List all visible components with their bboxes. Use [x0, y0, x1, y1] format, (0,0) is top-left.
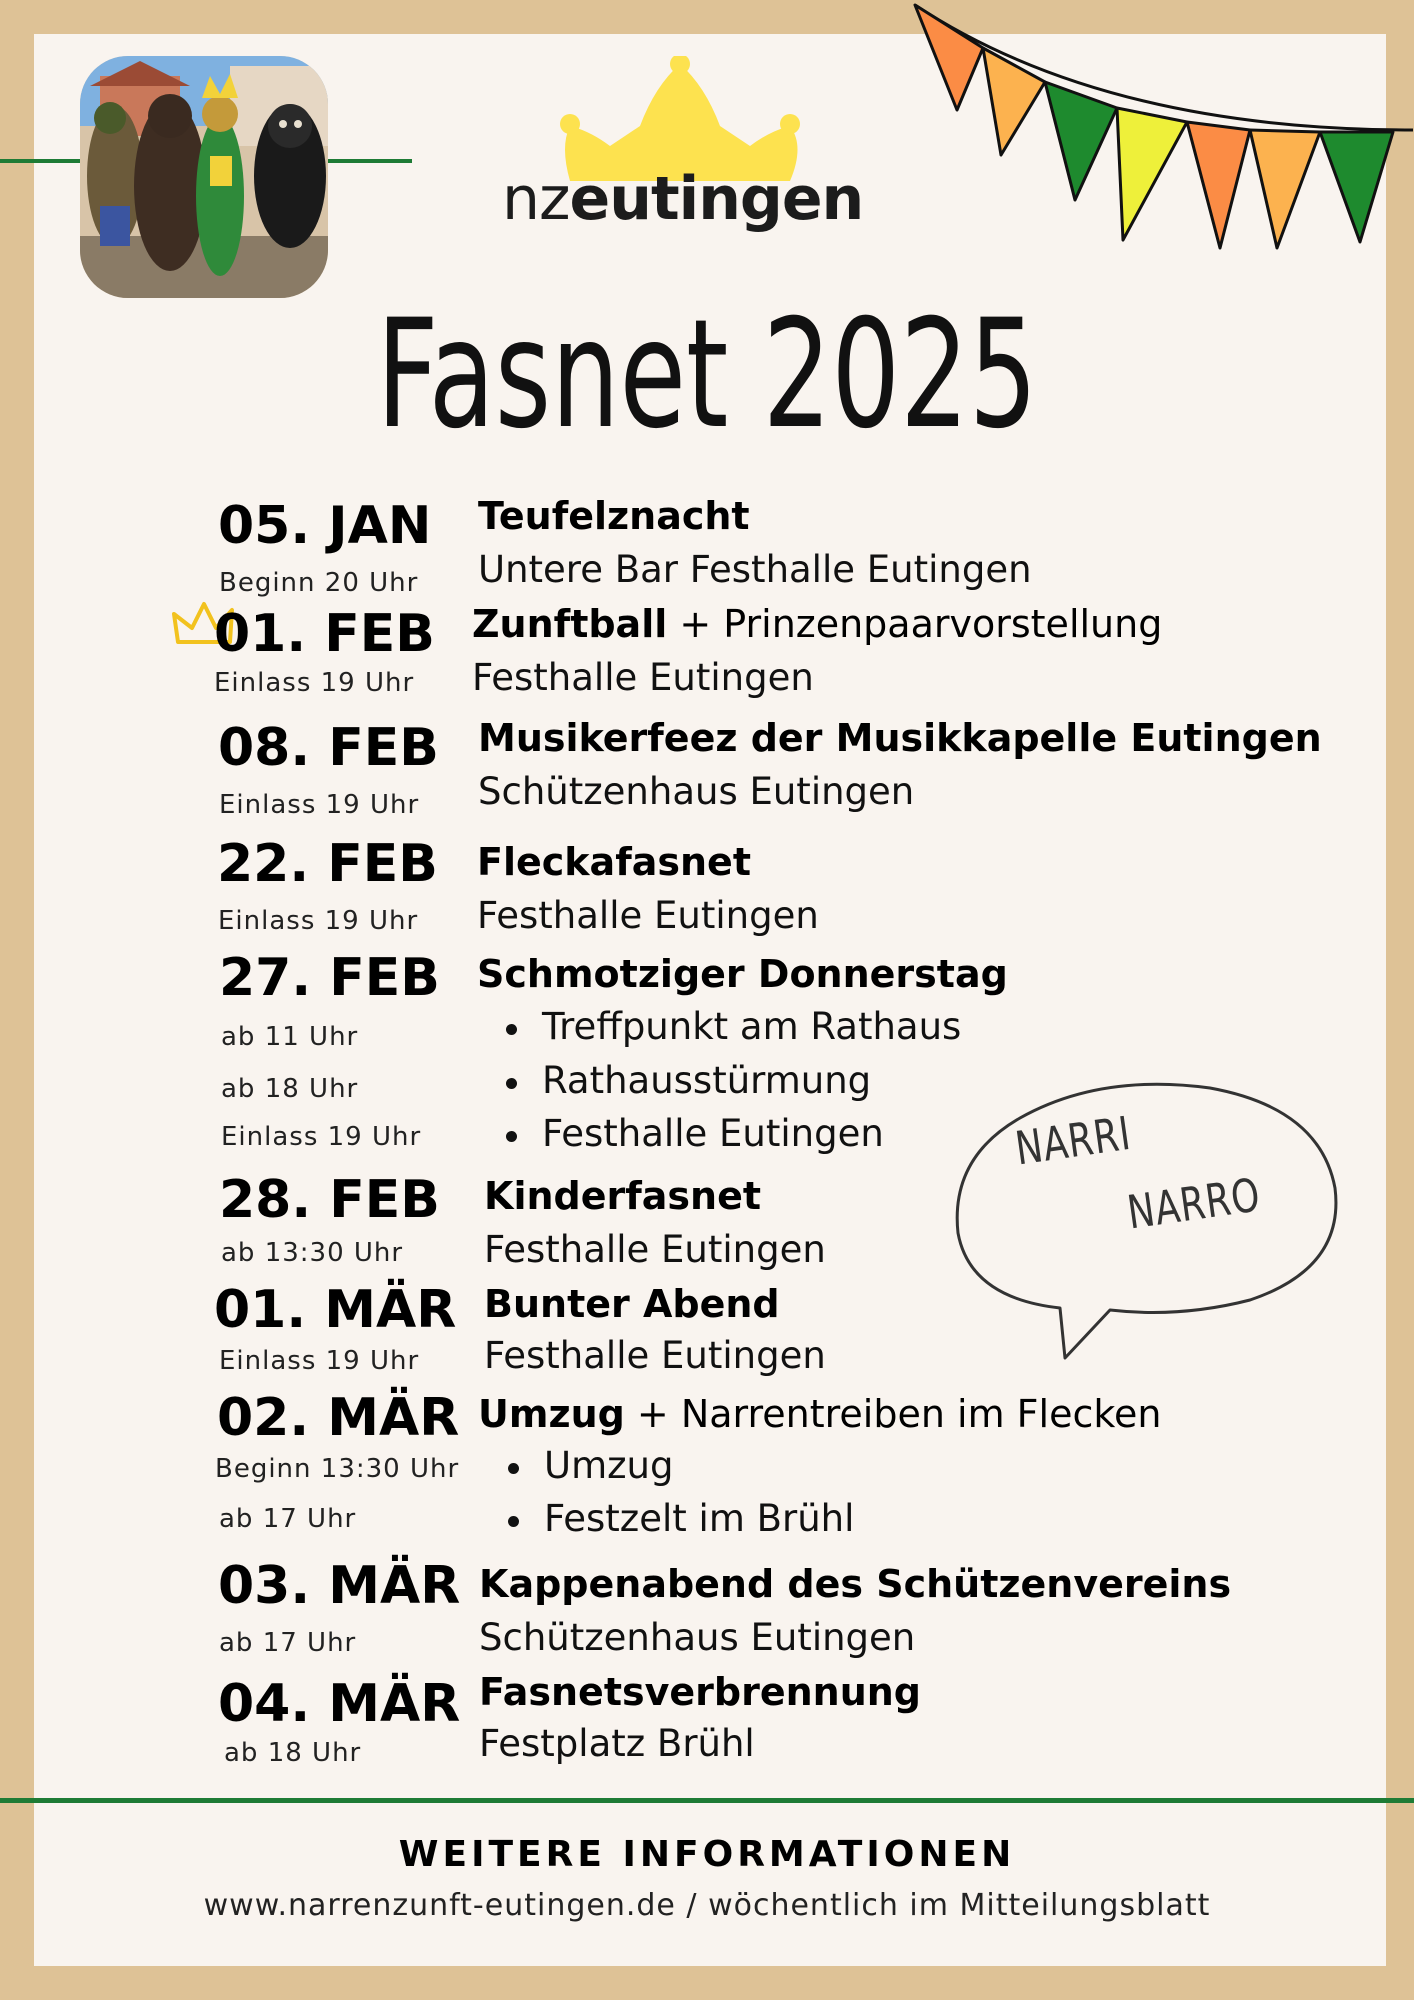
costume-photo: [80, 56, 328, 298]
event-date: 22. FEB: [217, 834, 438, 894]
event-date: 08. FEB: [218, 718, 439, 778]
event-location: Festplatz Brühl: [479, 1722, 755, 1765]
event-title: Fleckafasnet: [477, 840, 751, 884]
bubble-line: NARRO: [1124, 1167, 1264, 1240]
event-time: ab 13:30 Uhr: [221, 1238, 404, 1268]
event-time: ab 18 Uhr: [221, 1074, 359, 1104]
list-item: Treffpunkt am Rathaus: [542, 1005, 962, 1048]
list-item: Rathausstürmung: [542, 1059, 872, 1102]
event-date: 27. FEB: [219, 948, 440, 1008]
event-date: 28. FEB: [219, 1170, 440, 1230]
logo-text: nzeutingen: [502, 164, 864, 234]
event-location: Untere Bar Festhalle Eutingen: [478, 548, 1032, 591]
page-title: Fasnet 2025: [376, 288, 1038, 462]
event-title: Schmotziger Donnerstag: [477, 952, 1008, 996]
event-location: Festhalle Eutingen: [472, 656, 814, 699]
footer-heading: WEITERE INFORMATIONEN: [398, 1834, 1016, 1875]
event-date: 03. MÄR: [218, 1556, 461, 1616]
event-date: 04. MÄR: [218, 1674, 461, 1734]
event-title: Umzug + Narrentreiben im Flecken: [478, 1392, 1162, 1436]
event-time: ab 11 Uhr: [221, 1022, 359, 1052]
event-title: Kappenabend des Schützenvereins: [479, 1562, 1232, 1606]
event-title: Fasnetsverbrennung: [479, 1670, 922, 1714]
event-date: 02. MÄR: [217, 1388, 460, 1448]
bunting-flags: [905, 0, 1414, 260]
event-time: Einlass 19 Uhr: [219, 1346, 420, 1376]
event-title: Zunftball + Prinzenpaarvorstellung: [472, 602, 1163, 646]
event-time: Einlass 19 Uhr: [219, 790, 420, 820]
event-time: ab 18 Uhr: [224, 1738, 362, 1768]
event-location: Schützenhaus Eutingen: [478, 770, 915, 813]
event-time: Einlass 19 Uhr: [221, 1122, 422, 1152]
event-date: 01. FEB: [214, 604, 435, 664]
footer-text: www.narrenzunft-eutingen.de / wöchentlich im Mitteilungsblatt: [203, 1888, 1211, 1923]
list-item: Festzelt im Brühl: [544, 1497, 855, 1540]
event-date: 01. MÄR: [214, 1280, 457, 1340]
event-time: Einlass 19 Uhr: [218, 906, 419, 936]
event-location: Festhalle Eutingen: [477, 894, 819, 937]
event-location: Festhalle Eutingen: [484, 1334, 826, 1377]
club-logo: [490, 56, 910, 256]
list-item: Umzug: [544, 1444, 674, 1487]
event-time: ab 17 Uhr: [219, 1504, 357, 1534]
event-time: ab 17 Uhr: [219, 1628, 357, 1658]
event-location: Schützenhaus Eutingen: [479, 1616, 916, 1659]
speech-bubble: [950, 1068, 1340, 1368]
footer-divider: [0, 1798, 1414, 1803]
list-item: Festhalle Eutingen: [542, 1112, 884, 1155]
event-title: Musikerfeez der Musikkapelle Eutingen: [478, 716, 1322, 760]
event-title: Kinderfasnet: [484, 1174, 762, 1218]
event-location: Festhalle Eutingen: [484, 1228, 826, 1271]
event-title: Teufelznacht: [478, 494, 750, 538]
event-time: Einlass 19 Uhr: [214, 668, 415, 698]
event-time: Beginn 13:30 Uhr: [215, 1454, 460, 1484]
event-date: 05. JAN: [218, 496, 432, 556]
event-time: Beginn 20 Uhr: [219, 568, 419, 598]
event-title: Bunter Abend: [484, 1282, 780, 1326]
bubble-line: NARRI: [1012, 1105, 1135, 1176]
